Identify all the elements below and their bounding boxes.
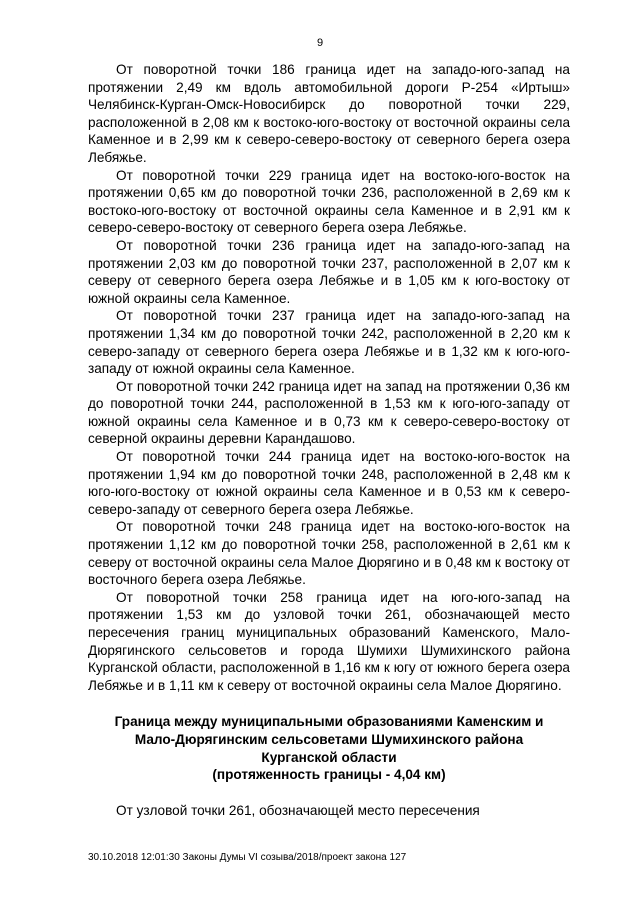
page-number: 9 [316, 37, 324, 49]
paragraph: От поворотной точки 244 граница идет на востоко-юго-восток на протяжении 1,94 км до поворотной точки 248, расположенной в 2,48 км к юго-юго-востоку от южной окраины села Каменное и в 0,53 км к северо-северо-западу от северного берега озера Лебяжье. [88, 449, 570, 517]
paragraph: От поворотной точки 258 граница идет на юго-юго-запад на протяжении 1,53 км до узловой точки 261, обозначающей место пересечения границ муниципальных образований Каменского, Мало-Дюрягинского сельсоветов и города Шумихи Шумихинского района Курганской области, расположенной в 1,16 км к югу от южного берега озера Лебяжье и в 1,11 км к северу от восточной окраины села Малое Дюрягино. [88, 589, 570, 693]
heading-length-note: (протяженность границы - 4,04 км) [212, 767, 446, 783]
paragraph: От поворотной точки 248 граница идет на востоко-юго-восток на протяжении 1,12 км до поворотной точки 258, расположенной в 2,61 км к северу от восточной окраины села Малое Дюрягино и в 0,48 км к востоку от восточного берега озера Лебяжье. [88, 519, 570, 588]
paragraph: От поворотной точки 237 граница идет на западо-юго-запад на протяжении 1,34 км до поворотной точки 242, расположенной в 2,20 км к северо-западу от северного берега озера Лебяжье и в 1,32 км к юго-юго-западу от южной окраины села Каменное. [88, 308, 570, 377]
paragraph: От узловой точки 261, обозначающей место пересечения [116, 802, 480, 818]
paragraph: От поворотной точки 186 граница идет на западо-юго-запад на протяжении 2,49 км вдоль автомобильной дороги Р-254 «Иртыш» Челябинск-Курган-Омск-Новосибирск до поворотной точки 229, расположенной в 2,08 км к востоко-юго-востоку от восточной окраины села Каменное и в 2,99 км к северо-северо-востоку от северного берега озера Лебяжье. [88, 62, 570, 165]
heading-line: Граница между муниципальными образованиями Каменским и [114, 714, 544, 730]
document-body [88, 61, 570, 819]
paragraph: От поворотной точки 236 граница идет на западо-юго-запад на протяжении 2,03 км до поворотной точки 237, расположенной в 2,07 км к северу от северного берега озера Лебяжье и в 1,05 км к юго-востоку от южной окраины села Каменное. [88, 237, 570, 306]
paragraph: От поворотной точки 229 граница идет на востоко-юго-восток на протяжении 0,65 км до поворотной точки 236, расположенной в 2,69 км к востоко-юго-востоку от восточной окраины села Каменное и в 2,91 км к северо-северо-востоку от северного берега озера Лебяжье. [88, 167, 570, 236]
paragraph: От поворотной точки 242 граница идет на запад на протяжении 0,36 км до поворотной точки 244, расположенной в 1,53 км к юго-юго-западу от южной окраины села Каменное и в 0,73 км к северо-северо-востоку от северной окраины деревни Карандашово. [88, 378, 570, 447]
heading-line: Мало-Дюрягинским сельсоветами Шумихинского района [134, 731, 524, 747]
section-heading [88, 713, 570, 783]
heading-line: Курганской области [261, 749, 397, 765]
footer-note: 30.10.2018 12:01:30 Законы Думы VI созыва/2018/проект закона 127 [88, 852, 407, 863]
